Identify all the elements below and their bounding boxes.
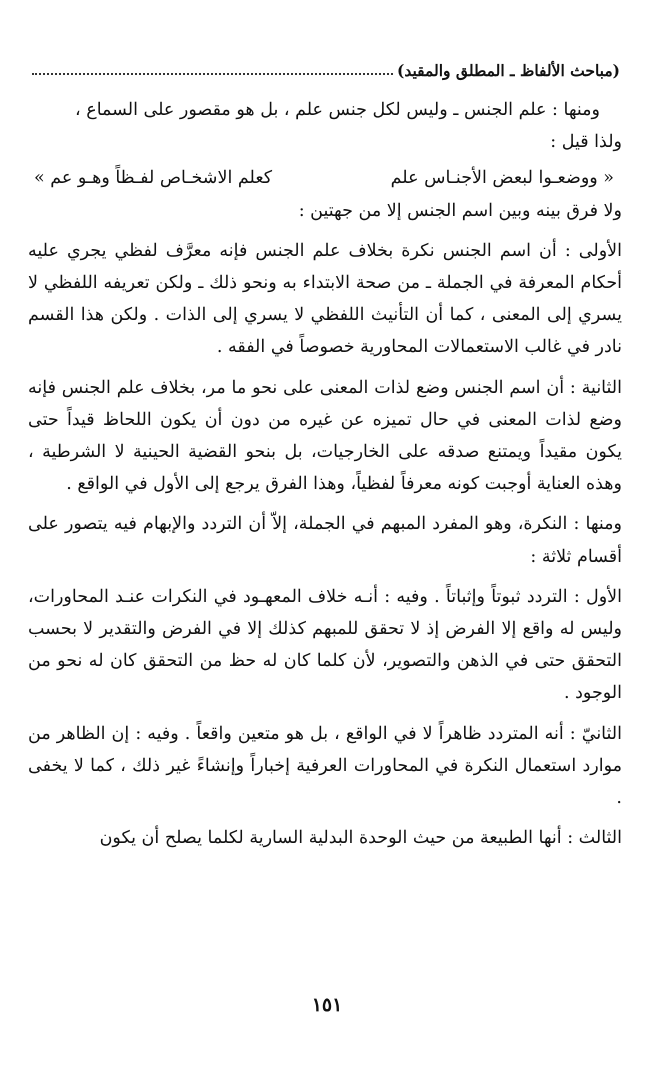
text-line: ومنها : علم الجنس ـ وليس لكل جنس علم ، بل هو مقصور على السماع ، [75,100,600,120]
text-line: ولا فرق بينه وبين اسم الجنس إلا من جهتين : [298,200,622,221]
paragraph-intro-continued [28,126,622,158]
page-number: ١٥١ [311,994,343,1016]
paragraph-difference [28,195,622,227]
verse-second-hemistich: كعلم الاشخـاص لفـظاً وهـو عم » [34,168,273,189]
paragraph-third-type: الثالث : أنها الطبيعة من حيث الوحدة البدلية السارية لكلما يصلح أن يكون [99,828,622,849]
chapter-title: (مباحث الألفاظ ـ المطلق والمقيد) [397,60,620,80]
poetry-verse [28,162,622,194]
paragraph-second-type: الثانيّ : أنه المتردد ظاهراً لا في الواقع ، بل هو متعين واقعاً . وفيه : إن الظاهر من موارد استعمال النكرة في المحاورات العرفية إخباراً وإنشاءً غير ذلك ، كما لا يخفى . [28,723,622,809]
dotted-leader [32,73,393,75]
paragraph-intro [28,94,622,126]
text-line: ولذا قيل : [550,132,622,153]
paragraph-first-aspect: الأولى : أن اسم الجنس نكرة بخلاف علم الجنس فإنه معرَّف لفظي يجري عليه أحكام المعرفة في الجملة ـ من صحة الابتداء به ونحو ذلك ـ ولكن تعريفه اللفظي لا يسري إلى المعنى ، كما أن التأنيث اللفظي لا يسري إلى الذات . ولكن هذا القسم نادر في غالب الاستعمالات المحاورية خصوصاً في الفقه . [28,240,622,358]
running-header [32,58,620,82]
paragraph-second-aspect: الثانية : أن اسم الجنس وضع لذات المعنى على نحو ما مر، بخلاف علم الجنس فإنه وضع لذات المعنى في حال تميزه عن غيره من دون أن يكون اللحاظ قيداً حتى يكون مقيداً ويمتنع صدقه على الخارجيات، بل بنحو القضية الحينية لا الشرطية ، وهذه العناية أوجبت كونه معرفاً لفظياً، وهذا الفرق يرجع إلى الأول في الواقع . [28,377,622,495]
main-text [28,94,622,862]
verse-first-hemistich: « ووضعـوا لبعض الأجنـاس علم [390,168,614,189]
paragraph-first-type: الأول : التردد ثبوتاً وإثباتاً . وفيه : أنـه خلاف المعهـود في النكرات عنـد المحاورات، وليس له واقع إلا الفرض إذ لا تحقق للمبهم كذلك إلا في الفرض والتقدير لا بحسب التحقق حتى في الذهن والتصوير، لأن كلما كان له حظ من التحقق كان له نحو من الوجود . [28,586,622,704]
paragraph-indefinite: ومنها : النكرة، وهو المفرد المبهم في الجملة، إلاّ أن التردد والإبهام فيه يتصور على أقسام ثلاثة : [28,514,622,567]
